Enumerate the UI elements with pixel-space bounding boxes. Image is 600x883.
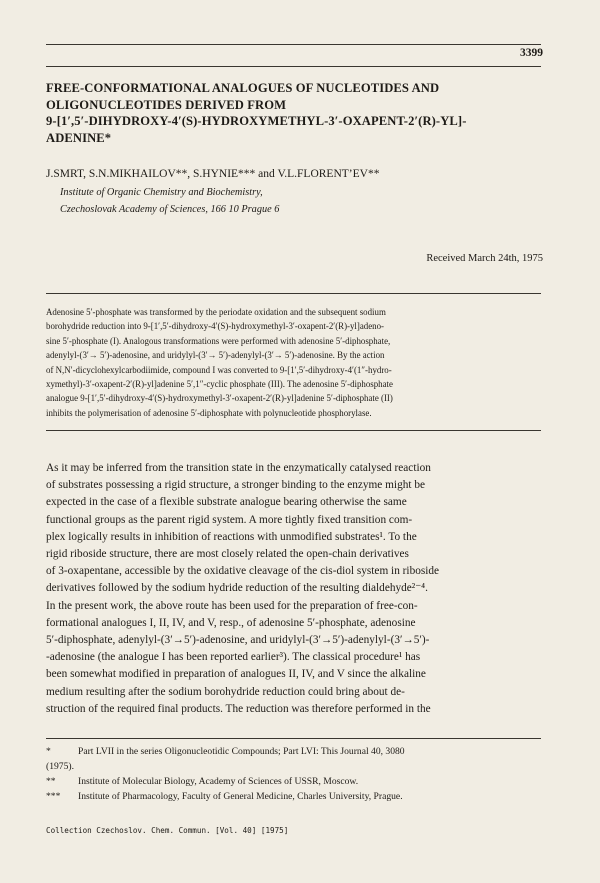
body-line: been somewhat modified in preparation of analogues II, IV, and V since the alkaline — [46, 668, 426, 681]
abstract-line: sine 5′-phosphate (I). Analogous transformations were performed with adenosine 5′-diphosphate, — [46, 335, 391, 346]
footnotes — [46, 744, 546, 804]
abstract-line: Adenosine 5′-phosphate was transformed by the periodate oxidation and the subsequent sodium — [46, 307, 386, 317]
abstract-line: xymethyl)-3′-oxapent-2′(R)-yl]adenine 5′,1″-cyclic phosphate (III). The adenosine 5′-diphosphate — [46, 379, 393, 390]
footnote-text: Institute of Pharmacology, Faculty of General Medicine, Charles University, Prague. — [78, 791, 403, 802]
title-line: FREE-CONFORMATIONAL ANALOGUES OF NUCLEOTIDES AND — [46, 81, 440, 95]
abstract-rule-bottom — [46, 430, 541, 431]
body-line: of 3-oxapentane, accessible by the oxidative cleavage of the cis-diol system in riboside — [46, 565, 440, 578]
article-title — [46, 80, 546, 146]
footnote-mark: *** — [46, 791, 61, 802]
header-rule — [46, 44, 541, 45]
journal-reference: Collection Czechoslov. Chem. Commun. [Vol. 40] [1975] — [46, 826, 289, 835]
abstract — [46, 305, 546, 420]
footnote-mark: ** — [46, 776, 56, 787]
body-line: As it may be inferred from the transition state in the enzymatically catalysed reaction — [46, 462, 431, 474]
body-line: plex logically results in inhibition of reactions with unmodified substrates¹. To the — [46, 530, 417, 543]
abstract-line: inhibits the polymerisation of adenosine 5′-diphosphate with polynucleotide phosphorylase. — [46, 407, 372, 418]
header-rule-lower — [46, 66, 541, 67]
footnote-text: Part LVII in the series Oligonucleotidic Compounds; Part LVI: This Journal 40, 3080 — [78, 746, 405, 757]
footnote — [46, 759, 546, 774]
abstract-line: of N,N′-dicyclohexylcarbodiimide, compound I was converted to 9-[1′,5′-dihydroxy-4′(1″-hydro- — [46, 364, 392, 375]
body-line: expected in the case of a flexible substrate analogue bearing otherwise the same — [46, 496, 407, 509]
affiliation — [60, 185, 279, 218]
abstract-line: adenylyl-(3′→ 5′)-adenosine, and uridylyl-(3′→ 5′)-adenylyl-(3′→ 5′)-adenosine. By the action — [46, 350, 385, 361]
body-line: 5′-diphosphate, adenylyl-(3′→5′)-adenosine, and uridylyl-(3′→5′)-adenylyl-(3′→5′)- — [46, 634, 430, 647]
body-line: rigid riboside structure, there are most closely related the open-chain derivatives — [46, 548, 409, 561]
body-line: In the present work, the above route has been used for the preparation of free-con- — [46, 599, 418, 612]
title-line: OLIGONUCLEOTIDES DERIVED FROM — [46, 97, 287, 112]
title-line: ADENINE* — [46, 130, 112, 145]
footnote-mark: * — [46, 746, 51, 757]
affiliation-line: Czechoslovak Academy of Sciences, 166 10 Prague 6 — [60, 203, 280, 215]
received-date: Received March 24th, 1975 — [426, 253, 543, 264]
body-line: struction of the required final products. The reduction was therefore performed in the — [46, 702, 431, 715]
page-number: 3399 — [520, 47, 543, 59]
body-line: medium resulting after the sodium borohydride reduction could bring about de- — [46, 685, 405, 698]
abstract-line: analogue 9-[1′,5′-dihydroxy-4′(S)-hydroxymethyl-3′-oxapent-2′(R)-yl]adenine 5′-diphosphate (II) — [46, 393, 393, 404]
body-line: derivatives followed by the sodium hydride reduction of the resulting dialdehyde²⁻⁴. — [46, 582, 428, 595]
footnote-rule — [46, 738, 541, 739]
footnote — [46, 789, 546, 804]
footnote — [46, 744, 546, 759]
footnote — [46, 774, 546, 789]
abstract-rule-top — [46, 293, 541, 294]
footnote-text: Institute of Molecular Biology, Academy of Sciences of USSR, Moscow. — [78, 776, 359, 787]
body-line: functional groups as the parent rigid system. A more tightly fixed transition com- — [46, 513, 413, 526]
affiliation-line: Institute of Organic Chemistry and Biochemistry, — [60, 187, 263, 198]
body-line: formational analogues I, II, IV, and V, resp., of adenosine 5′-phosphate, adenosine — [46, 616, 416, 629]
footnote-text: (1975). — [46, 761, 74, 772]
authors: J.SMRT, S.N.MIKHAILOV**, S.HYNIE*** and V.L.FLORENT’EV** — [46, 168, 380, 180]
body-line: -adenosine (the analogue I has been reported earlier³). The classical procedure¹ has — [46, 651, 421, 664]
body-text — [46, 460, 546, 718]
abstract-line: borohydride reduction into 9-[1′,5′-dihydroxy-4′(S)-hydroxymethyl-3′-oxapent-2′(R)-yl]adeno- — [46, 321, 384, 332]
body-line: of substrates possessing a rigid structure, a stronger binding to the enzyme might be — [46, 479, 425, 492]
title-line: 9-[1′,5′-DIHYDROXY-4′(S)-HYDROXYMETHYL-3′-OXAPENT-2′(R)-YL]- — [46, 114, 467, 128]
